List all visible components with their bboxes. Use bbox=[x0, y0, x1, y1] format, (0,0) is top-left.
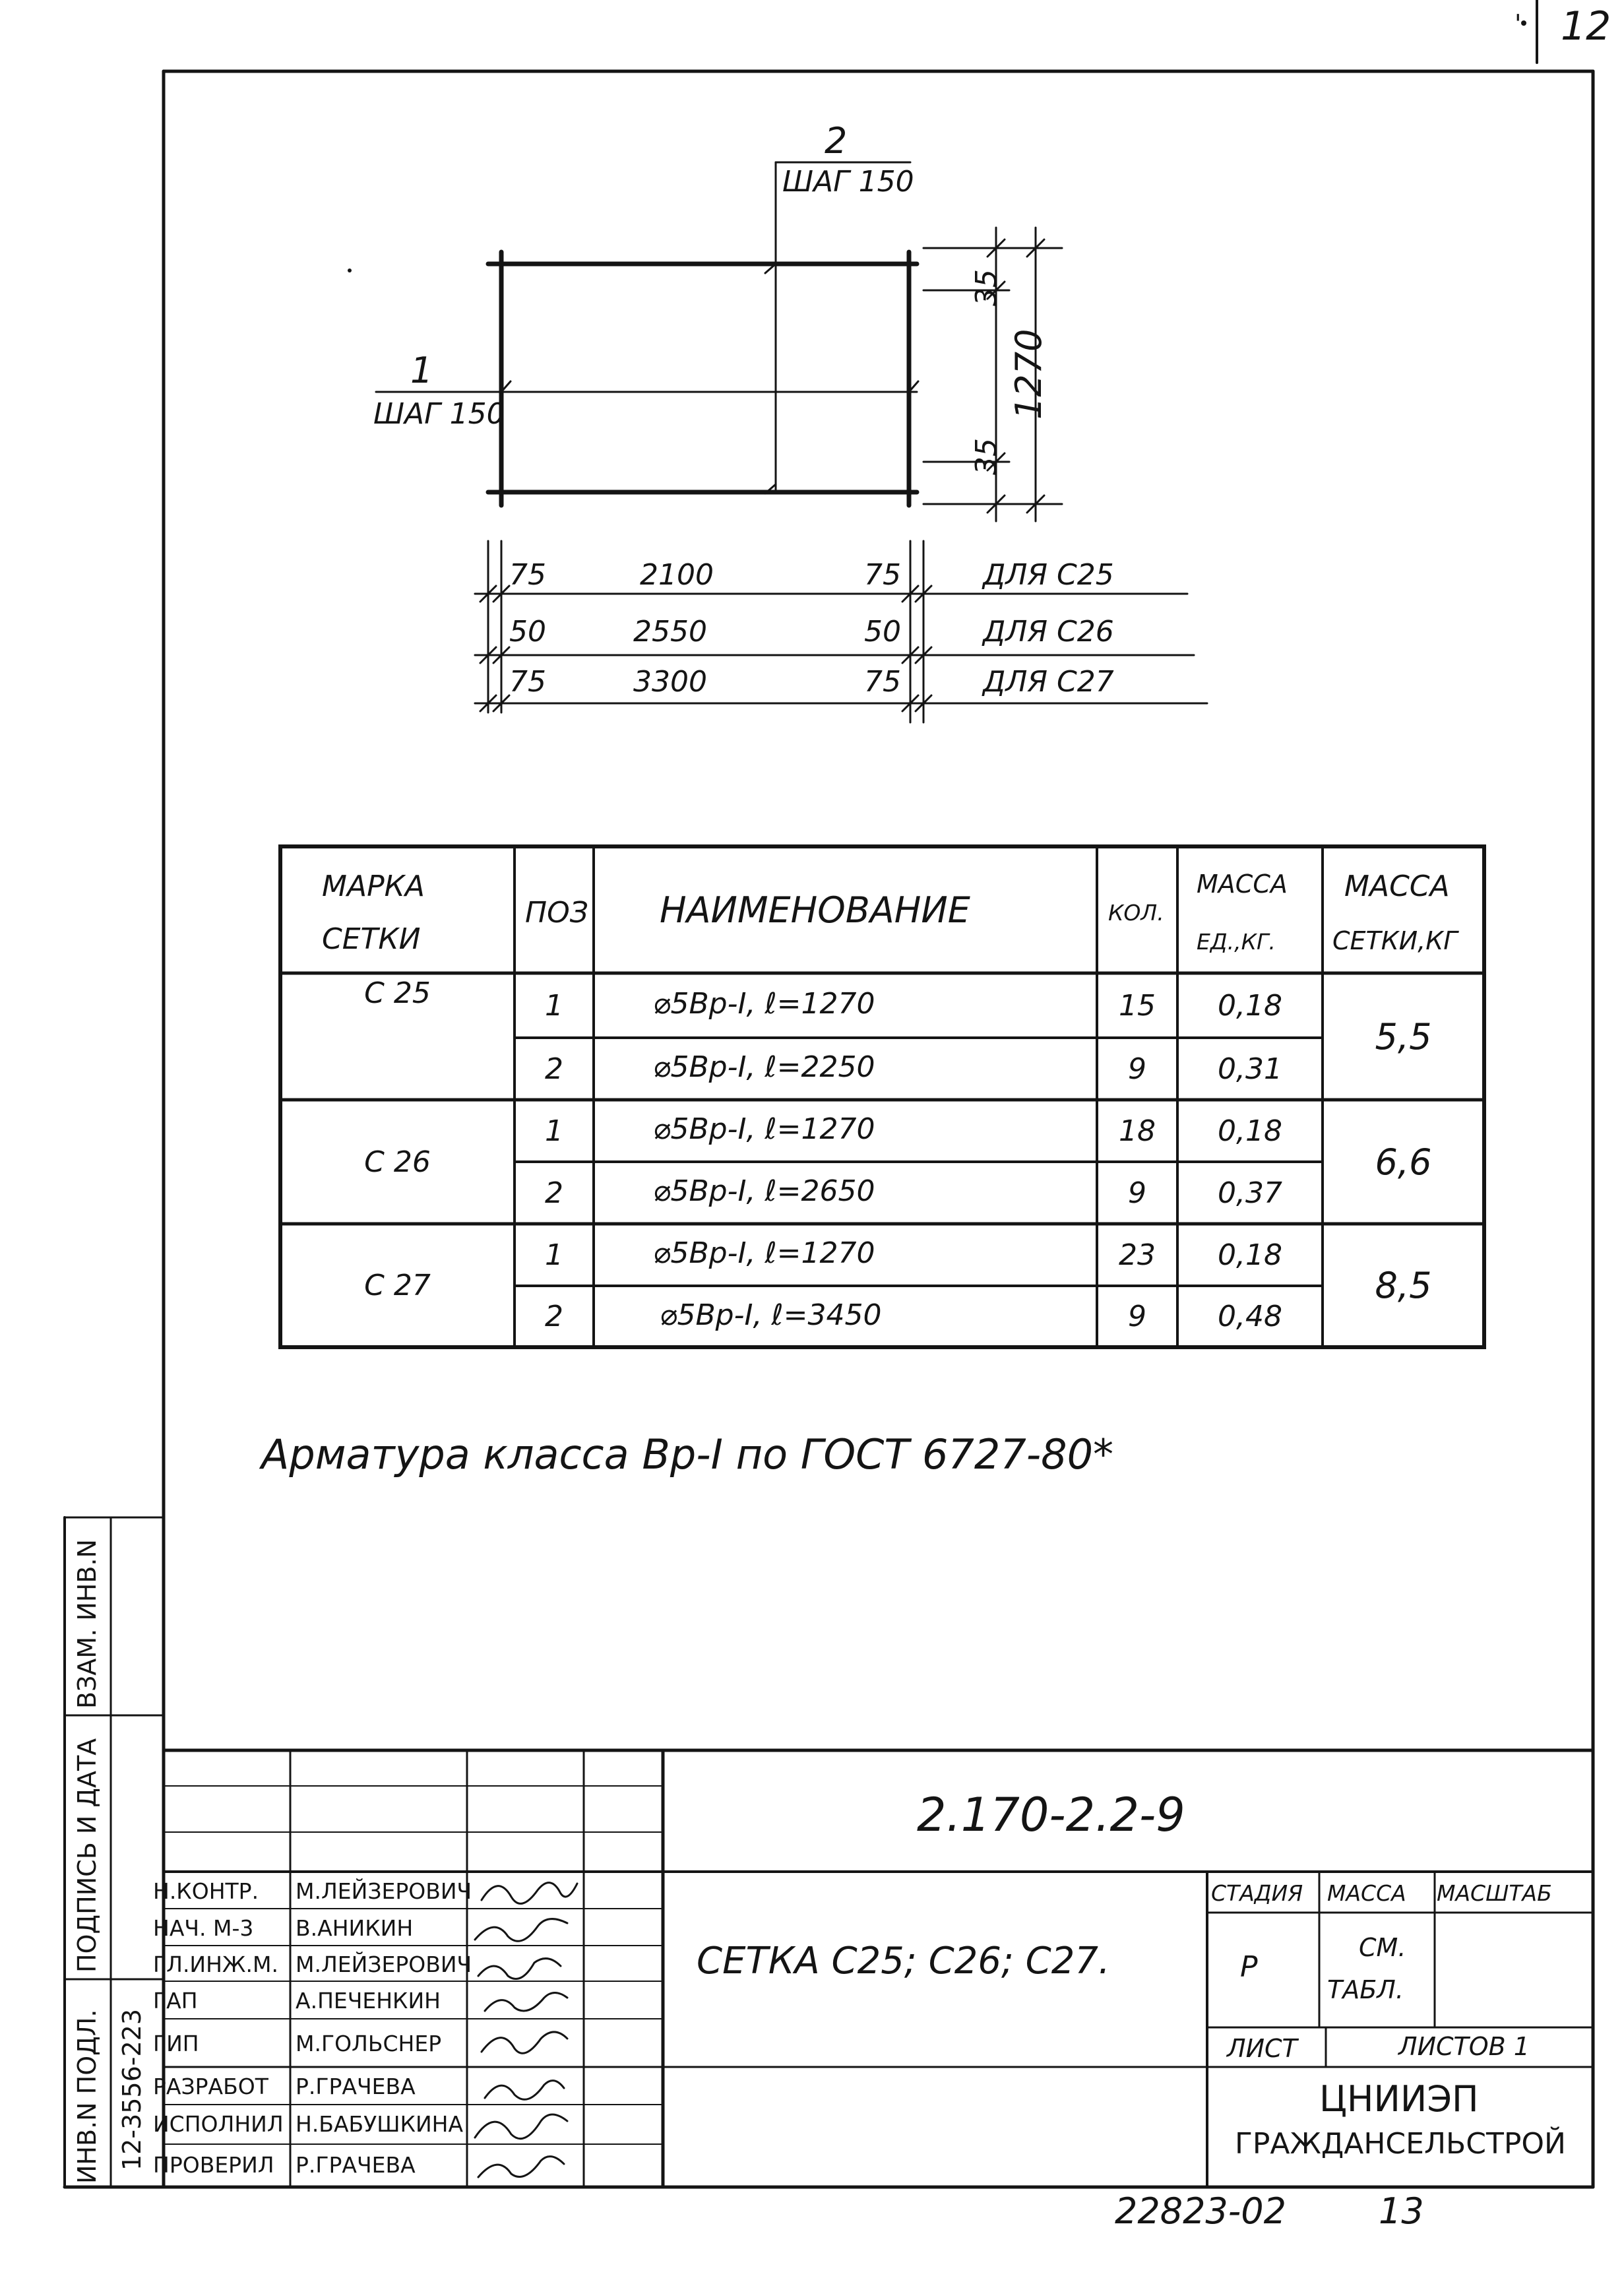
footer-archive-number: 22823-02 bbox=[1115, 2190, 1286, 2232]
reinforcement-note: Арматура класса Вр-I по ГОСТ 6727-80* bbox=[261, 1430, 1114, 1478]
row-qty: 18 bbox=[1119, 1114, 1156, 1148]
mesh-mass: 8,5 bbox=[1375, 1265, 1432, 1306]
signatory-role: ГЛ.ИНЖ.М. bbox=[153, 1952, 278, 1977]
len-dim-left: 75 bbox=[509, 558, 546, 592]
sheet-label: ЛИСТ bbox=[1227, 2034, 1297, 2063]
row-qty: 23 bbox=[1119, 1238, 1156, 1272]
header-pos: ПОЗ bbox=[525, 896, 588, 930]
stamp-inv-orig-value: 12-3556-223 bbox=[117, 2008, 146, 2171]
header-mark-line2: СЕТКИ bbox=[322, 922, 421, 956]
row-unit-mass: 0,18 bbox=[1218, 1114, 1282, 1148]
signatory-name: А.ПЕЧЕНКИН bbox=[296, 1988, 441, 2014]
len-dim-left: 75 bbox=[509, 665, 546, 699]
signatory-role: ГАП bbox=[153, 1988, 198, 2014]
row-qty: 15 bbox=[1119, 988, 1156, 1023]
row-unit-mass: 0,31 bbox=[1218, 1052, 1282, 1086]
row-name: ⌀5Вр-I, ℓ=3450 bbox=[660, 1298, 882, 1332]
mass-header: МАССА bbox=[1327, 1880, 1406, 1906]
stamp-replaced-inv: ВЗАМ. ИНВ.N bbox=[73, 1539, 102, 1709]
row-name: ⌀5Вр-I, ℓ=1270 bbox=[653, 1112, 875, 1146]
mesh-mark: С 25 bbox=[364, 976, 431, 1010]
header-mark-line1: МАРКА bbox=[322, 870, 425, 903]
organization-subtitle: ГРАЖДАНСЕЛЬСТРОЙ bbox=[1235, 2127, 1566, 2161]
mesh-mark: С 26 bbox=[364, 1145, 431, 1179]
signatory-name: М.ЛЕЙЗЕРОВИЧ bbox=[296, 1878, 472, 1904]
len-dim-left: 50 bbox=[509, 615, 546, 649]
bar1-step: ШАГ 150 bbox=[373, 397, 505, 431]
row-pos: 2 bbox=[545, 1300, 563, 1333]
sheets-label: ЛИСТОВ 1 bbox=[1398, 2032, 1530, 2061]
signatory-name: Р.ГРАЧЕВА bbox=[296, 2074, 416, 2099]
mass-value-line1: СМ. bbox=[1359, 1933, 1406, 1962]
row-pos: 1 bbox=[545, 1238, 563, 1272]
len-dim-middle: 3300 bbox=[633, 665, 707, 699]
stamp-inv-orig: ИНВ.N ПОДЛ. bbox=[73, 2009, 102, 2184]
corner-mark: ' bbox=[1515, 9, 1522, 38]
len-dim-middle: 2100 bbox=[640, 558, 714, 592]
stage-value: Р bbox=[1240, 1950, 1258, 1984]
organization-name: ЦНИИЭП bbox=[1319, 2078, 1479, 2120]
header-unit-mass-line2: ЕД.,КГ. bbox=[1197, 929, 1276, 955]
signatory-role: Н.КОНТР. bbox=[153, 1878, 259, 1904]
header-unit-mass-line1: МАССА bbox=[1197, 870, 1288, 899]
row-name: ⌀5Вр-I, ℓ=2250 bbox=[653, 1050, 875, 1084]
footer-page: 13 bbox=[1379, 2190, 1424, 2232]
dim-top: 35 bbox=[970, 269, 1003, 306]
len-dim-label: ДЛЯ С25 bbox=[983, 558, 1114, 592]
row-unit-mass: 0,48 bbox=[1218, 1300, 1282, 1333]
row-pos: 1 bbox=[545, 988, 563, 1023]
mesh-outline bbox=[488, 252, 917, 505]
len-dim-right: 75 bbox=[864, 558, 901, 592]
bar1-label: 1 bbox=[410, 350, 433, 391]
bar2-label: 2 bbox=[825, 120, 848, 162]
drawing-title: СЕТКА С25; С26; С27. bbox=[697, 1940, 1110, 1983]
row-pos: 2 bbox=[545, 1052, 563, 1086]
signatory-role: ГИП bbox=[153, 2031, 199, 2056]
mesh-mass: 6,6 bbox=[1375, 1141, 1432, 1183]
mesh-mark: С 27 bbox=[364, 1269, 431, 1302]
row-name: ⌀5Вр-I, ℓ=1270 bbox=[653, 1236, 875, 1270]
signatory-name: М.ГОЛЬСНЕР bbox=[296, 2031, 442, 2056]
len-dim-right: 50 bbox=[864, 615, 901, 649]
signatory-role: РАЗРАБОТ bbox=[153, 2074, 268, 2099]
signatory-name: М.ЛЕЙЗЕРОВИЧ bbox=[296, 1952, 472, 1977]
header-name: НАИМЕНОВАНИЕ bbox=[660, 889, 970, 931]
row-unit-mass: 0,18 bbox=[1218, 988, 1282, 1023]
row-qty: 9 bbox=[1128, 1052, 1146, 1086]
row-qty: 9 bbox=[1128, 1176, 1146, 1210]
signatory-role: НАЧ. М-3 bbox=[153, 1915, 254, 1941]
stamp-signature-date: ПОДПИСЬ И ДАТА bbox=[73, 1738, 102, 1973]
row-unit-mass: 0,18 bbox=[1218, 1238, 1282, 1272]
header-mesh-mass-line2: СЕТКИ,КГ bbox=[1332, 926, 1458, 955]
page-number: 12 bbox=[1561, 3, 1611, 49]
len-dim-right: 75 bbox=[864, 665, 901, 699]
mesh-mass: 5,5 bbox=[1375, 1015, 1432, 1058]
signatory-role: ПРОВЕРИЛ bbox=[153, 2152, 274, 2178]
dim-height: 1270 bbox=[1008, 329, 1049, 420]
signatory-name: Р.ГРАЧЕВА bbox=[296, 2152, 416, 2178]
row-pos: 1 bbox=[545, 1114, 563, 1148]
row-name: ⌀5Вр-I, ℓ=2650 bbox=[653, 1174, 875, 1208]
row-name: ⌀5Вр-I, ℓ=1270 bbox=[653, 987, 875, 1021]
signatory-name: В.АНИКИН bbox=[296, 1915, 414, 1941]
len-dim-middle: 2550 bbox=[633, 615, 707, 649]
len-dim-label: ДЛЯ С27 bbox=[983, 665, 1114, 699]
bar2-step: ШАГ 150 bbox=[782, 165, 914, 199]
signatory-name: Н.БАБУШКИНА bbox=[296, 2111, 464, 2137]
signatory-role: ИСПОЛНИЛ bbox=[153, 2111, 284, 2137]
scale-header: МАСШТАБ bbox=[1437, 1880, 1552, 1906]
signature-scribbles bbox=[475, 1883, 577, 2177]
stage-header: СТАДИЯ bbox=[1211, 1880, 1303, 1906]
document-code: 2.170-2.2-9 bbox=[917, 1788, 1185, 1842]
row-unit-mass: 0,37 bbox=[1218, 1176, 1282, 1210]
row-qty: 9 bbox=[1128, 1300, 1146, 1333]
row-pos: 2 bbox=[545, 1176, 563, 1210]
header-mesh-mass-line1: МАССА bbox=[1344, 870, 1450, 903]
mass-value-line2: ТАБЛ. bbox=[1327, 1975, 1404, 2004]
header-qty: КОЛ. bbox=[1108, 900, 1164, 926]
dim-bottom: 35 bbox=[970, 438, 1003, 475]
len-dim-label: ДЛЯ С26 bbox=[983, 615, 1114, 649]
